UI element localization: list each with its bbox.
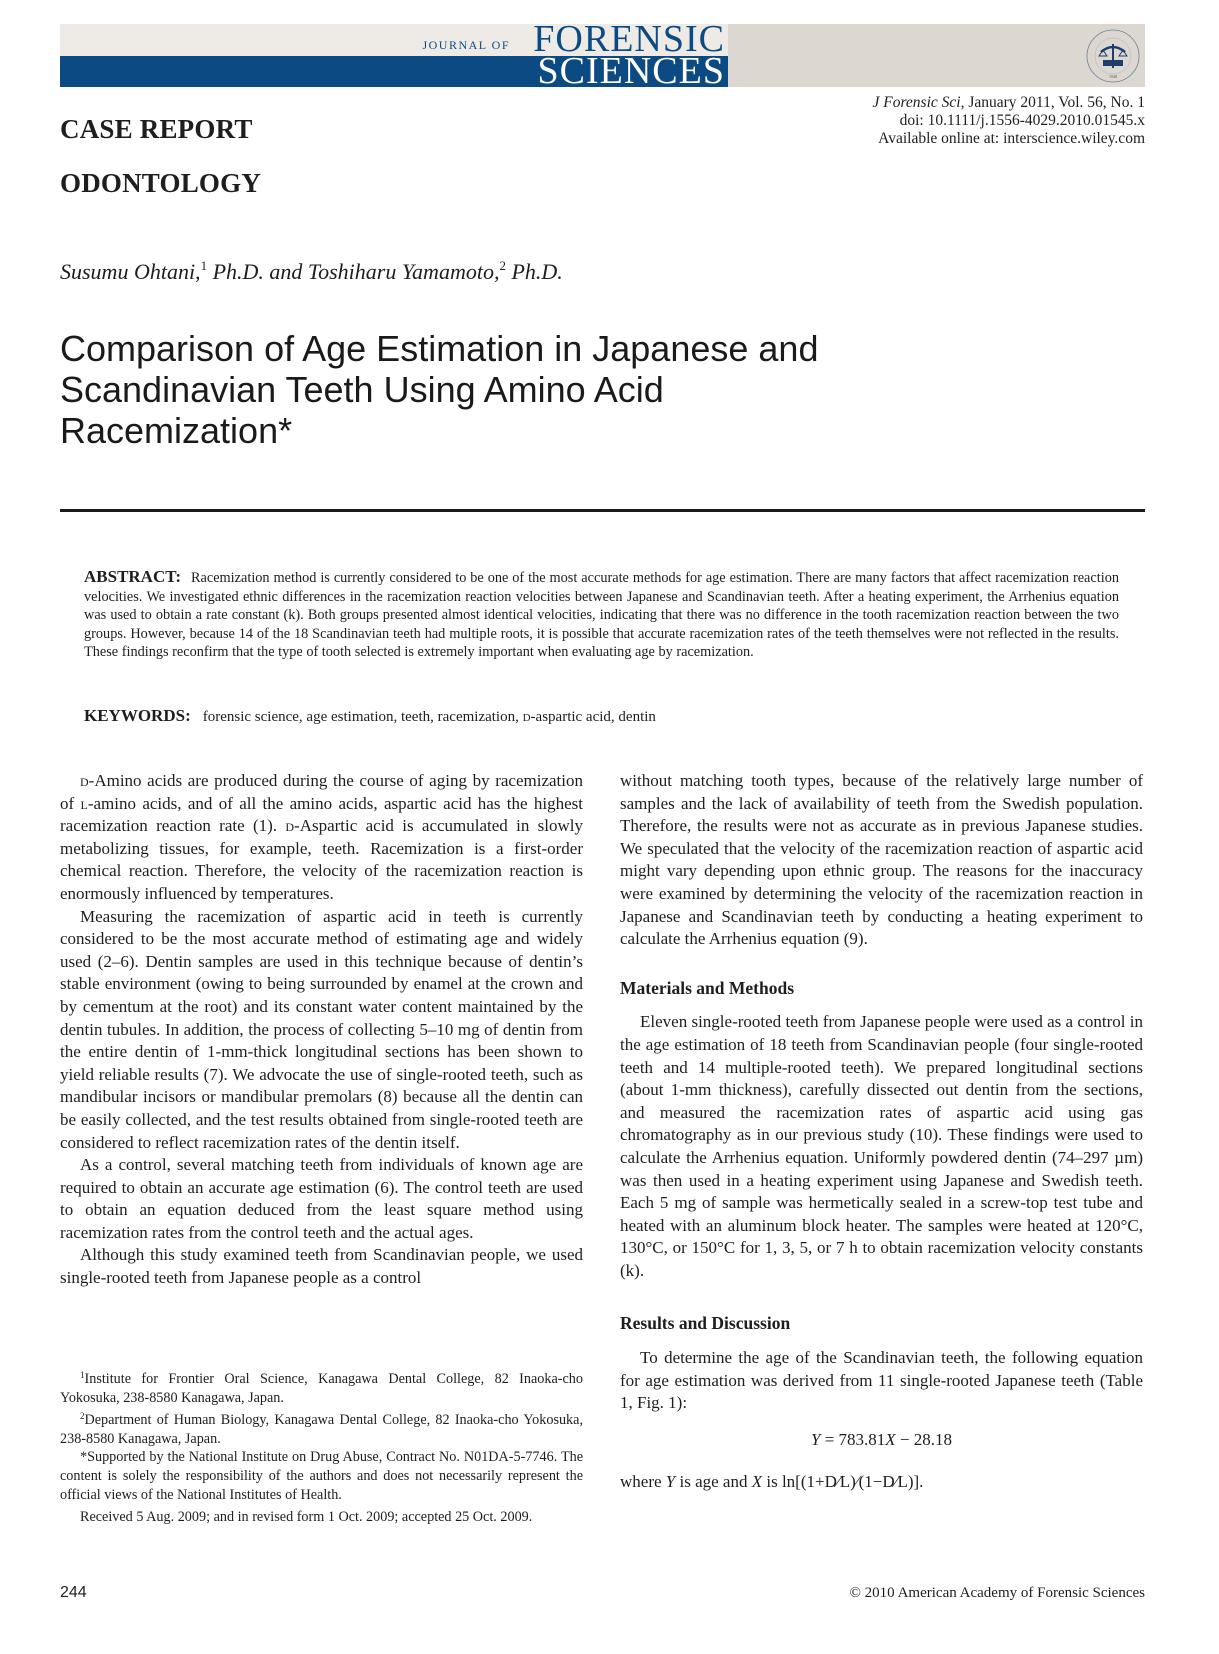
- section-heading-methods: Materials and Methods: [620, 977, 795, 998]
- author-line: [60, 258, 563, 285]
- paragraph: As a control, several matching teeth from individuals of known age are required to obtain an accurate age estimation (6). The control teeth are used to obtain an equation deduced from the least square method using racemization rates from the control teeth and the actual ages.: [60, 1155, 583, 1242]
- author-degree: Ph.D.: [505, 259, 563, 284]
- text-run: is ln[(1+D∕L)∕(1−D∕L)].: [762, 1472, 924, 1492]
- masthead-journal-of: JOURNAL OF: [422, 38, 510, 52]
- masthead-band-gray: [728, 24, 1145, 87]
- journal-abbrev: J Forensic Sci,: [872, 94, 965, 111]
- footnote-mark: 2: [80, 1411, 85, 1422]
- page-number: 244: [60, 1584, 87, 1601]
- var-x: X: [751, 1472, 763, 1492]
- citation-doi: doi: 10.1111/j.1556-4029.2010.01545.x: [899, 112, 1145, 129]
- footnote-affiliation-1: [60, 1366, 583, 1407]
- paragraph: Although this study examined teeth from Scandinavian people, we used single-rooted teeth from Japanese people as a control: [60, 1245, 583, 1288]
- citation-block: [872, 94, 1145, 148]
- paragraph: To determine the age of the Scandinavian teeth, the following equation for age estimation was derived from 11 single-rooted Japanese teeth (Table 1, Fig. 1):: [620, 1348, 1143, 1413]
- text-run: is age and: [675, 1472, 752, 1492]
- age-equation: [620, 1429, 1143, 1452]
- citation-journal-line: [872, 94, 1145, 112]
- article-title: Comparison of Age Estimation in Japanese and Scandinavian Teeth Using Amino Acid Racemization*: [60, 328, 819, 451]
- smallcap-d: d: [285, 816, 295, 836]
- article-field: ODONTOLOGY: [60, 168, 262, 198]
- svg-text:1948: 1948: [1109, 74, 1117, 79]
- body-column-left: [60, 770, 583, 1290]
- citation-online: Available online at: interscience.wiley.com: [878, 130, 1145, 147]
- title-divider: [60, 509, 1145, 512]
- text-run: -amino acids, and of all the amino acids, aspartic acid has the highest racemization reaction rate (1).: [60, 793, 583, 836]
- author-name: Toshiharu Yamamoto,: [307, 259, 500, 284]
- paragraph: Eleven single-rooted teeth from Japanese people were used as a control in the age estimation of 18 teeth from Scandinavian people (four single-rooted teeth and 14 multiple-rooted teeth). We prepared longitudinal sections (about 1-mm thickness), carefully dissected out dentin from the sections, and measured the racemization rates of aspartic acid using gas chromatography as in our previous study (10). These findings were used to calculate the Arrhenius equation. Uniformly powdered dentin (74–297 µm) was then used in a heating experiment using Japanese and Swedish teeth. Each 5 mg of sample was hermetically sealed in a screw-top test tube and heated with an aluminum block heater. The samples were heated at 120°C, 130°C, or 150°C for 1, 3, 5, or 7 h to obtain racemization velocity constants (k).: [620, 1012, 1143, 1280]
- article-type: CASE REPORT: [60, 114, 253, 144]
- paragraph: [60, 770, 583, 906]
- masthead-sciences: SCIENCES: [537, 50, 725, 92]
- footnotes: [60, 1366, 583, 1527]
- footnote-text: Institute for Frontier Oral Science, Kanagawa Dental College, 82 Inaoka-cho Yokosuka, 238-8580 Kanagawa, Japan.: [60, 1371, 583, 1406]
- footnote-text: Department of Human Biology, Kanagawa Dental College, 82 Inaoka-cho Yokosuka, 238-8580 Kanagawa, Japan.: [60, 1412, 583, 1447]
- abstract: [84, 568, 1119, 662]
- text-run: where: [620, 1472, 666, 1492]
- equation-y: Y: [810, 1429, 821, 1449]
- keywords-label: KEYWORDS:: [84, 706, 191, 725]
- academy-seal-icon: [1083, 26, 1143, 86]
- equation-definition: [620, 1471, 1143, 1494]
- masthead-logotype: [60, 18, 728, 92]
- text-run: -Amino acids are produced during the course of aging by racemization of: [60, 771, 583, 813]
- section-heading-results: Results and Discussion: [620, 1313, 791, 1334]
- keywords-text: forensic science, age estimation, teeth, racemization,: [202, 709, 523, 725]
- equation-constant: − 28.18: [895, 1429, 953, 1449]
- equation-x: X: [885, 1429, 896, 1449]
- received-dates: Received 5 Aug. 2009; and in revised form 1 Oct. 2009; accepted 25 Oct. 2009.: [80, 1509, 533, 1526]
- author-degree: Ph.D. and: [207, 259, 308, 284]
- masthead-forensic: FORENSIC: [533, 18, 725, 60]
- affiliation-mark: 1: [200, 258, 208, 273]
- body-column-right: [620, 770, 1143, 1494]
- paragraph: Measuring the racemization of aspartic acid in teeth is currently considered to be the most accurate method of estimating age and widely used (2–6). Dentin samples are used in this technique because of dentin’s stable environment (owing to being surrounded by enamel at the crown and by cementum at the root) and its constant water content maintained by the dentin tubules. In addition, the process of collecting 5–10 mg of dentin from the entire dentin of 1-mm-thick longitudinal sections has been shown to yield reliable results (7). We advocate the use of single-rooted teeth, such as mandibular incisors or mandibular premolars (8) because all the dentin can be easily collected, and the test results obtained from single-rooted teeth are considered to reflect racemization rates of the dentin itself.: [60, 906, 583, 1152]
- text-run: -Aspartic acid is accumulated in slowly metabolizing tissues, for example, teeth. Racemization is a first-order chemical reaction. Therefore, the velocity of the racemization reaction is enormously influenced by temperatures.: [60, 816, 583, 903]
- copyright: © 2010 American Academy of Forensic Sciences: [849, 1585, 1145, 1601]
- affiliation-mark: 2: [499, 258, 506, 273]
- footnote-mark: 1: [80, 1370, 85, 1380]
- journal-issue: January 2011, Vol. 56, No. 1: [964, 94, 1145, 111]
- equation-coefficient: = 783.81: [820, 1429, 886, 1449]
- abstract-label: ABSTRACT:: [84, 567, 181, 586]
- keywords: [84, 706, 656, 726]
- footnote-affiliation-2: [60, 1407, 583, 1448]
- footnote-funding: *Supported by the National Institute on Drug Abuse, Contract No. N01DA-5-7746. The content is solely the responsibility of the authors and does not necessarily represent the official views of the National Institutes of Health.: [60, 1449, 583, 1503]
- var-y: Y: [665, 1472, 676, 1492]
- abstract-text: Racemization method is currently considered to be one of the most accurate methods for age estimation. There are many factors that affect racemization reaction velocities. We investigated ethnic differences in the racemization reaction velocities between Japanese and Scandinavian teeth. After a heating experiment, the Arrhenius equation was used to obtain a rate constant (k). Both groups presented almost identical velocities, indicating that there was no difference in the tooth racemization reaction between the two groups. However, because 14 of the 18 Scandinavian teeth had multiple roots, it is possible that accurate racemization rates of the teeth themselves were not reflected in the results. These findings reconfirm that the type of tooth selected is extremely important when evaluating age by racemization.: [84, 570, 1119, 660]
- keywords-smallcap: d: [522, 709, 531, 725]
- paragraph: without matching tooth types, because of the relatively large number of samples and the lack of availability of teeth from the Swedish population. Therefore, the results were not as accurate as in previous Japanese studies. We speculated that the velocity of the racemization reaction of aspartic acid might vary depending upon ethnic group. The reasons for the inaccuracy were examined by determining the velocity of the racemization reaction in Japanese and Scandinavian teeth by conducting a heating experiment to calculate the Arrhenius equation (9).: [620, 771, 1143, 949]
- smallcap-d: d: [80, 771, 89, 790]
- keywords-text-end: -aspartic acid, dentin: [530, 709, 656, 725]
- author-name: Susumu Ohtani,: [60, 259, 201, 284]
- journal-masthead: [60, 18, 1145, 92]
- smallcap-l: l: [80, 793, 88, 813]
